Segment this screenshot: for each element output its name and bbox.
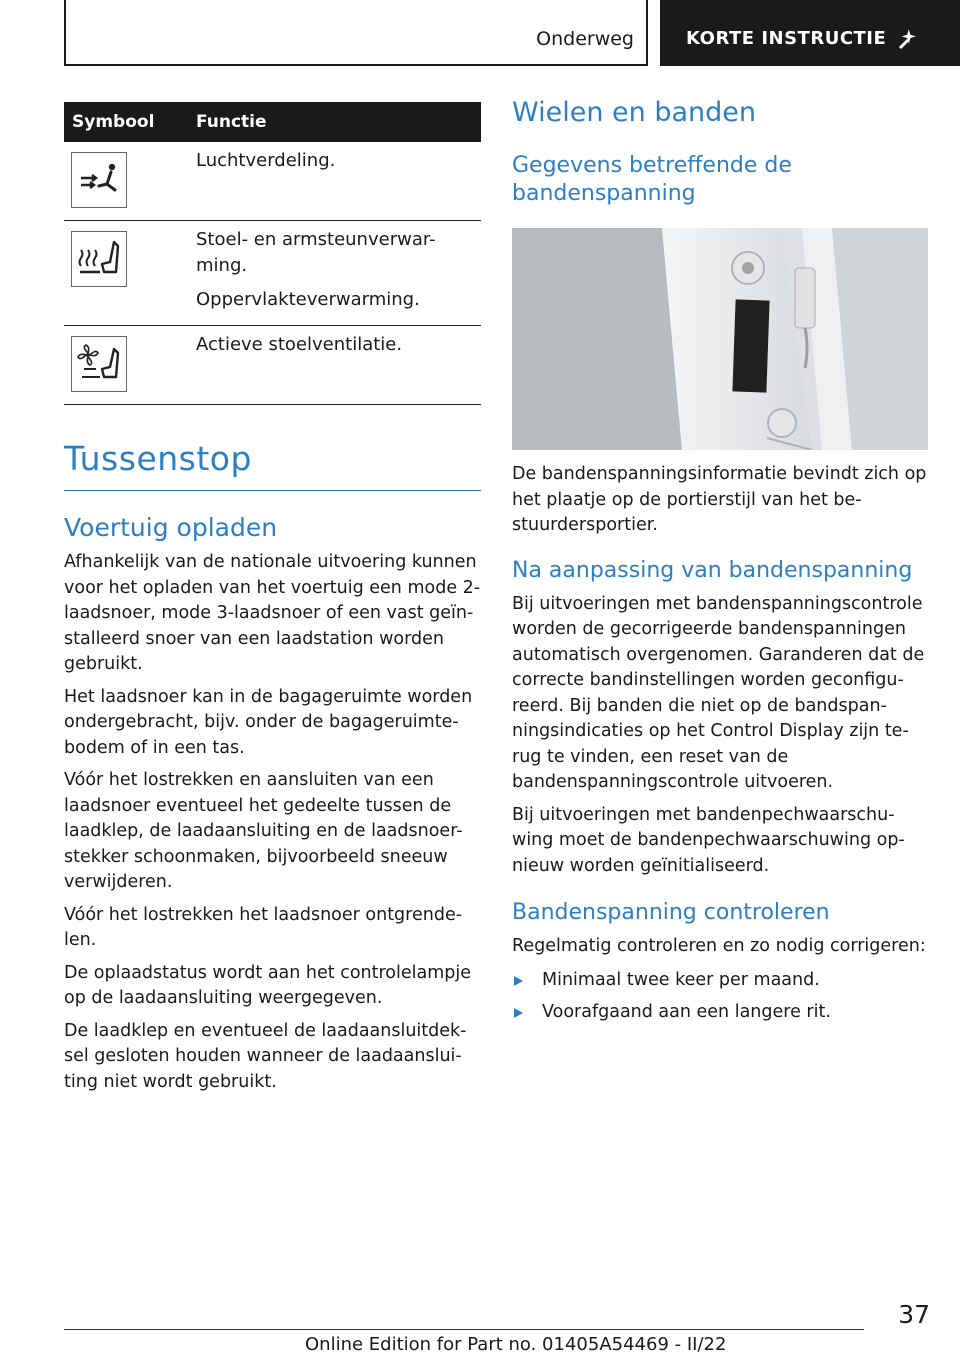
list-item: Voorafgaand aan een langere rit. xyxy=(512,1000,930,1026)
footer-edition: Online Edition for Part no. 01405A54469 - II/22 xyxy=(305,1334,727,1355)
paragraph: Vóór het lostrekken en aansluiten van een laadsnoer eventueel het gedeelte tussen de laadklep, de laadaansluiting en de laadsnoer-stekker schoonmaken, bijvoorbeeld sneeuw verwijderen. xyxy=(64,770,463,892)
table-row xyxy=(64,142,481,221)
left-column xyxy=(64,102,481,1095)
paragraph: Het laadsnoer kan in de bagageruimte worden ondergebracht, bijv. onder de bagageruimte-bodem of in een tas. xyxy=(64,686,473,758)
quick-guide-icon xyxy=(896,28,922,54)
paragraph: Regelmatig controleren en zo nodig corrigeren: xyxy=(512,936,926,956)
door-pillar-photo xyxy=(512,228,928,450)
col-symbol-header: Symbool xyxy=(64,102,188,142)
right-column xyxy=(512,98,930,1026)
subsection-tire-pressure-data: Gegevens betreffende de bandenspanning xyxy=(512,153,792,206)
row-function-text: Stoel- en armsteunverwar-ming. xyxy=(196,229,436,276)
section-title-stop: Tussenstop xyxy=(64,439,481,491)
subsection-check-pressure: Bandenspanning controleren xyxy=(512,900,830,925)
paragraph: Bij uitvoeringen met bandenpechwaarschu-wing moet de bandenpechwaarschuwing op-nieuw worden geïnitialiseerd. xyxy=(512,804,905,876)
photo-caption: De bandenspanningsinformatie bevindt zich op het plaatje op de portierstijl van het be-stuurdersportier. xyxy=(512,464,927,535)
section-title-wheels: Wielen en banden xyxy=(512,97,756,128)
col-function-header: Functie xyxy=(188,102,481,142)
header-section-box xyxy=(64,0,648,66)
paragraph: Afhankelijk van de nationale uitvoering kunnen voor het opladen van het voertuig een mode 2-laadsnoer, mode 3-laadsnoer of een vast geïn-stalleerd snoer van een laadstation worden gebruikt. xyxy=(64,552,481,674)
paragraph: Bij uitvoeringen met bandenspanningscontrole worden de gecorrigeerde bandenspanningen automatisch overgenomen. Garanderen dat de correcte bandinstellingen worden geconfigu-reerd. Bij banden die niet op de bandspan-ningsindicaties op het Control Display zijn te-rug te vinden, een reset van de bandenspanningscontrole uitvoeren. xyxy=(512,593,925,792)
air-distribution-icon xyxy=(71,152,127,208)
header-chapter-box xyxy=(660,0,960,66)
symbol-table xyxy=(64,102,481,405)
list-item: Minimaal twee keer per maand. xyxy=(512,968,930,994)
table-row xyxy=(64,221,481,326)
check-list xyxy=(512,968,930,1026)
paragraph: Vóór het lostrekken het laadsnoer ontgrende-len. xyxy=(64,904,463,950)
footer-divider xyxy=(64,1329,864,1330)
table-row xyxy=(64,326,481,405)
page-number: 37 xyxy=(898,1300,930,1329)
row-function-text: Luchtverdeling. xyxy=(196,150,336,171)
subsection-charging: Voertuig opladen xyxy=(64,513,278,542)
table-header xyxy=(64,102,481,142)
row-function-text: Actieve stoelventilatie. xyxy=(196,334,403,355)
header-chapter: KORTE INSTRUCTIE xyxy=(686,28,887,49)
seat-heating-icon xyxy=(71,231,127,287)
header-section: Onderweg xyxy=(536,28,634,50)
paragraph: De laadklep en eventueel de laadaansluitdek-sel gesloten houden wanneer de laadaanslui-ting niet wordt gebruikt. xyxy=(64,1020,467,1092)
seat-ventilation-icon xyxy=(71,336,127,392)
row-function-text: Oppervlakteverwarming. xyxy=(196,289,420,310)
paragraph: De oplaadstatus wordt aan het controlelampje op de laadaansluiting weergegeven. xyxy=(64,962,471,1008)
subsection-after-adjustment: Na aanpassing van bandenspanning xyxy=(512,557,913,583)
